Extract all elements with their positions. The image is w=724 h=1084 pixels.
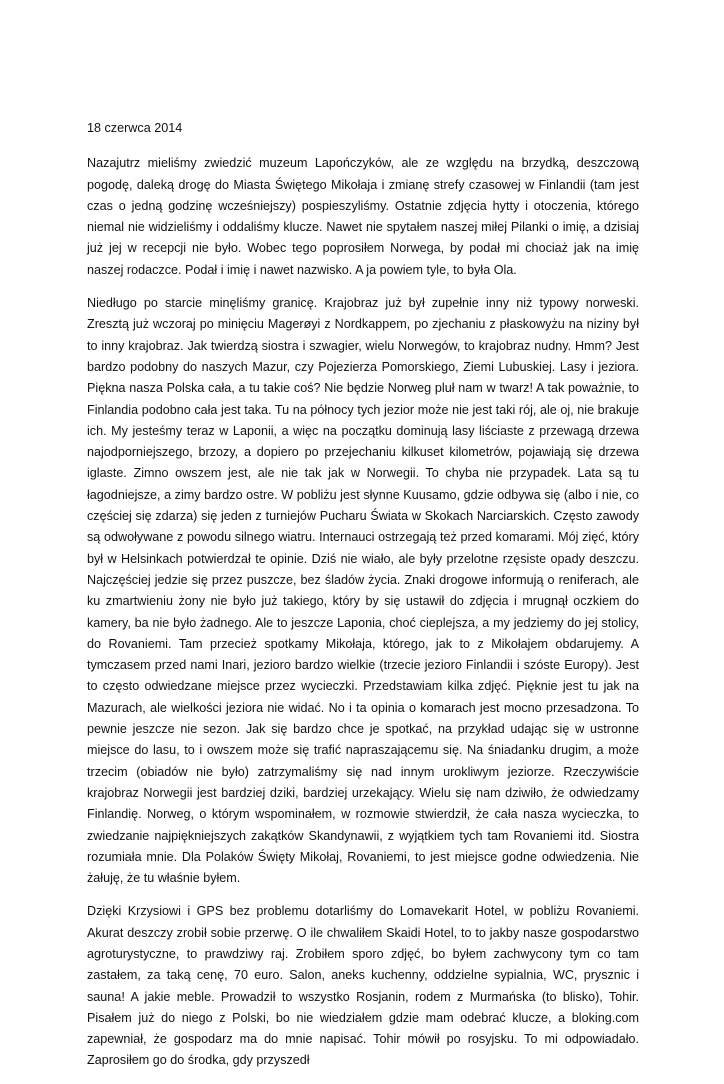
document-body	[87, 118, 639, 1084]
paragraph-2: Niedługo po starcie minęliśmy granicę. Krajobraz już był zupełnie inny niż typowy norweski. Zresztą już wczoraj po minięciu Magerøyi z Nordkappem, po zjechaniu z płaskowyżu na niziny był to inny krajobraz. Jak twierdzą siostra i szwagier, wielu Norwegów, to krajobraz nudny. Hmm? Jest bardzo podobny do naszych Mazur, czy Pojezierza Pomorskiego, Ziemi Lubuskiej. Lasy i jeziora. Piękna nasza Polska cała, a tu takie coś? Nie będzie Norweg pluł nam w twarz! A tak poważnie, to Finlandia podobno cała jest taka. Tu na północy tych jezior może nie jest taki rój, ale oj, nie brakuje ich. My jesteśmy teraz w Laponii, a więc na początku dominują lasy liściaste z przewagą drzewa najodporniejszego, brzozy, a dopiero po przejechaniu kilkuset kilometrów, pojawiają się drzewa iglaste. Zimno owszem jest, ale nie tak jak w Norwegii. To chyba nie przypadek. Lata są tu łagodniejsze, a zimy bardzo ostre. W pobliżu jest słynne Kuusamo, gdzie odbywa się (albo i nie, co częściej się zdarza) się jeden z turniejów Pucharu Świata w Skokach Narciarskich. Często zawody są odwoływane z powodu silnego wiatru. Internauci ostrzegają też przed komarami. Mój zięć, który był w Helsinkach potwierdzał te opinie. Dziś nie wiało, ale były przelotne rzęsiste opady deszczu. Najczęściej jedzie się przez puszcze, bez śladów życia. Znaki drogowe informują o reniferach, ale ku zmartwieniu żony nie było już takiego, który by się ustawił do zdjęcia i mrugnął oczkiem do kamery, ba nie było żadnego. Ale to jeszcze Laponia, choć cieplejsza, a my jedziemy do jej stolicy, do Rovaniemi. Tam przecież spotkamy Mikołaja, którego, jak to z Mikołajem obdarujemy. A tymczasem przed nami Inari, jezioro bardzo wielkie (trzecie jezioro Finlandii i szóste Europy). Jest to często odwiedzane miejsce przez wycieczki. Przedstawiam kilka zdjęć. Pięknie jest tu jak na Mazurach, ale wielkości jeziora nie widać. No i ta opinia o komarach jest mocno przesadzona. To pewnie jeszcze nie sezon. Jak się bardzo chce je spotkać, na przykład udając się w ustronne miejsce do lasu, to i owszem może się trafić napraszającemu się. Na śniadanku drugim, a może trzecim (obiadów nie było) zatrzymaliśmy się nad innym urokliwym jeziorze. Rzeczywiście krajobraz Norwegii jest bardziej dziki, bardziej urzekający. Wielu się nam dziwiło, że odwiedzamy Finlandię. Norweg, o którym wspominałem, w rozmowie stwierdził, że cała nasza wycieczka, to zwiedzanie najpiękniejszych zakątków Skandynawii, z wyjątkiem tych tam Rovaniemi itd. Siostra rozumiała mnie. Dla Polaków Święty Mikołaj, Rovaniemi, to jest miejsce godne odwiedzenia. Nie żałuję, że tu właśnie byłem.	[87, 296, 639, 886]
paragraph-1: Nazajutrz mieliśmy zwiedzić muzeum Lapończyków, ale ze względu na brzydką, deszczową pogodę, daleką drogę do Miasta Świętego Mikołaja i zmianę strefy czasowej w Finlandii (tam jest czas o jedną godzinę wcześniejszy) pospieszyliśmy. Ostatnie zdjęcia hytty i otoczenia, którego niemal nie widzieliśmy i oddaliśmy klucze. Nawet nie spytałem naszej miłej Pilanki o imię, a dzisiaj już jej w recepcji nie było. Wobec tego poprosiłem Norwega, by podał mi chociaż jak na imię naszej rodaczce. Podał i imię i nawet nazwisko. A ja powiem tyle, to była Ola.	[87, 156, 639, 277]
entry-date: 18 czerwca 2014	[87, 121, 183, 135]
paragraph-3: Dzięki Krzysiowi i GPS bez problemu dotarliśmy do Lomavekarit Hotel, w pobliżu Rovaniemi. Akurat deszczy zrobił sobie przerwę. O ile chwaliłem Skaidi Hotel, to to jakby nasze gospodarstwo agroturystyczne, to prawdziwy raj. Zrobiłem sporo zdjęć, bo byłem zachwycony tym co tam zastałem, za taką cenę, 70 euro. Salon, aneks kuchenny, oddzielne sypialnia, WC, prysznic i sauna! A jakie meble. Prowadził to wszystko Rosjanin, rodem z Murmańska (to blisko), Tohir. Pisałem już do niego z Polski, bo nie wiedziałem gdzie mam odebrać klucze, a bloking.com zapewniał, że gospodarz ma do mnie napisać. Tohir mówił po rosyjsku. To mi odpowiadało. Zaprosiłem go do środka, gdy przyszedł	[87, 904, 639, 1068]
